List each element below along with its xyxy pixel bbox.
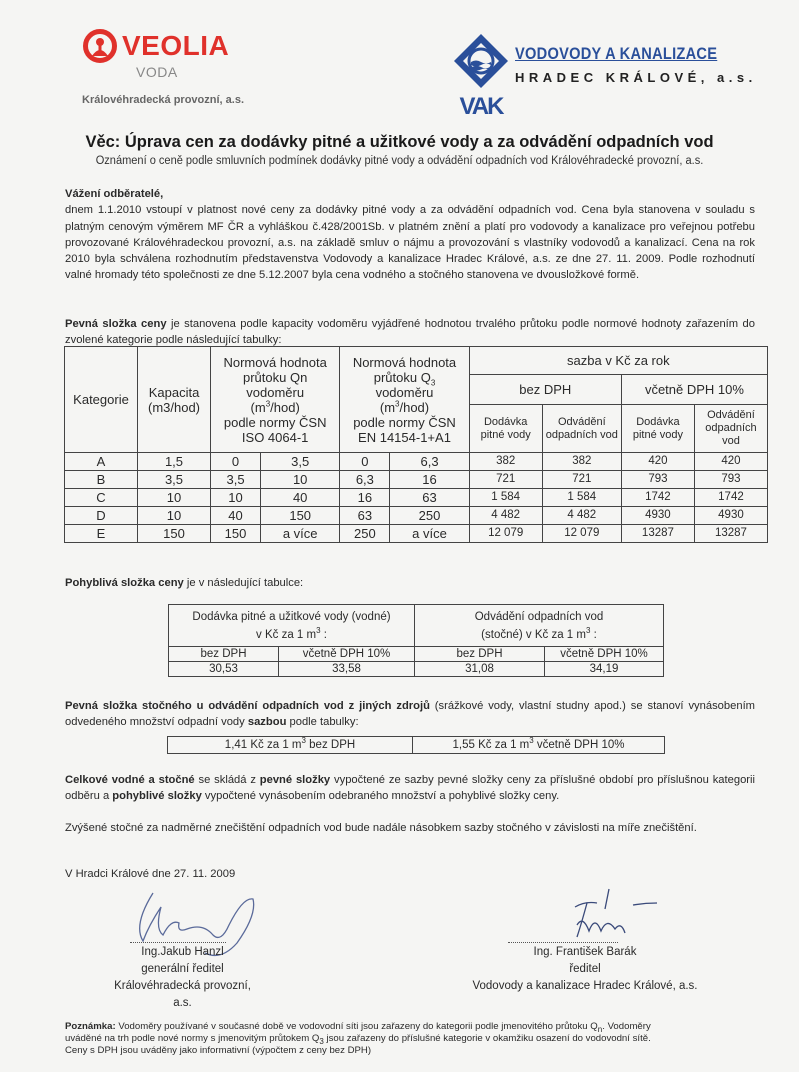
table-row: 30,53 33,58 31,08 34,19 — [169, 662, 664, 677]
table-row: 1,41 Kč za 1 $m^3$ bez DPH 1,55 Kč za 1 $m^3$ včetně DPH 10% — [168, 737, 665, 754]
vak-emblem-icon — [452, 32, 510, 116]
veolia-brand: VEOLIA — [122, 30, 230, 61]
header-sazba: sazba v Kč za rok — [469, 347, 767, 375]
salutation: Vážení odběratelé, — [65, 188, 164, 200]
header-bez-dph: bez DPH — [469, 375, 621, 405]
fixed-component-lead: Pevná složka ceny je stanovena podle kapacity vodoměru vyjádřené hodnotou trvalého průtoku podle normové hodnoty zařazením do zvolené kategorie podle následující tabulky: — [65, 318, 755, 347]
header-vcetne-dph: včetně DPH 10% — [621, 375, 767, 405]
variable-price-table: Dodávka pitné a užitkové vody (vodné) v Kč za 1 $m^3$ : Odvádění odpadních vod (stočné) v Kč za 1 $m^3$ : bez DPH včetně DPH 10% bez DPH včetně DPH 10% 30,53 33,58 31,08 34,19 — [168, 604, 664, 677]
table-row: C 10 10 40 16 63 1 584 1 584 1742 1742 — [65, 489, 768, 507]
table-row: A 1,5 0 3,5 0 6,3 382 382 420 420 — [65, 453, 768, 471]
signature-line — [130, 942, 226, 943]
vak-logo — [452, 32, 757, 122]
fixed-price-table — [64, 346, 768, 543]
intro-section — [65, 186, 755, 284]
header-odvadeni: Odvádění odpadních vod — [694, 405, 767, 453]
place-date: V Hradci Králové dne 27. 11. 2009 — [65, 868, 236, 880]
svg-text:VAK: VAK — [459, 93, 503, 116]
other-sources-lead: Pevná složka stočného u odvádění odpadních vod z jiných zdrojů (srážkové vody, vlastní studny apod.) se stanoví vynásobením odvedeného množství odpadní vody sazbou podle tabulky: — [65, 700, 755, 729]
veolia-company: Královéhradecká provozní, a.s. — [82, 94, 245, 106]
signatory-hanzl: Ing.Jakub Hanzl generální ředitel Královéhradecká provozní, a.s. — [114, 946, 251, 1009]
table-row: B 3,5 3,5 10 6,3 16 721 721 793 793 — [65, 471, 768, 489]
pollution-paragraph: Zvýšené stočné za nadměrné znečištění odpadních vod bude nadále násobkem sazby stočného v závislosti na míře znečištění. — [65, 822, 697, 834]
header-dodavka: Dodávka pitné vody — [469, 405, 542, 453]
intro-paragraph: dnem 1.1.2010 vstoupí v platnost nové ceny za dodávky pitné vody a za odvádění odpadních vod. Cena byla stanovena v souladu s platným cenovým výměrem MF ČR a vyhláškou č.428/2001Sb. v platném znění a platí pro vodovody a kanalizace pro veřejnou potřebu provozované Královéhradeckou provozní, a.s. na základě smluv o nájmu a provozování s vlastníky vodovodů a kanalizací. Cena na rok 2010 byla schválena rozhodnutím představenstva Vodovody a kanalizace Hradec Králové, a.s. ze dne 27. 11. 2009. Podle rozhodnutí valné hromady této společnosti ze dne 5.12.2007 byla cena vodného a stočného stanovena ve dvousložkové formě. — [65, 204, 755, 282]
veolia-emblem-icon — [82, 28, 118, 64]
document-title: Věc: Úprava cen za dodávky pitné a užitkové vody a za odvádění odpadních vod — [85, 133, 714, 151]
header-dodavka: Dodávka pitné vody — [621, 405, 694, 453]
document-subtitle: Oznámení o ceně podle smluvních podmínek dodávky pitné vody a odvádění odpadních vod Královéhradecké provozní, a.s. — [95, 155, 704, 167]
footnote: Poznámka: Vodoměry používané v současné době ve vodovodní síti jsou zařazeny do kategorii podle jmenovitého průtoku $Q_n$. Vodoměry uváděné na trh podle nové normy s jmenovitým průtokem $Q_3$ jsou zařazeny do příslušné kategorie v okamžiku osazení do vodovodní sítě. Ceny s DPH jsou uváděny jako informativní (výpočtem z ceny bez DPH) — [65, 1021, 651, 1056]
header-odvadeni: Odvádění odpadních vod — [542, 405, 621, 453]
veolia-division: VODA — [136, 64, 178, 80]
header-kapacita: Kapacita (m3/hod) — [138, 347, 211, 453]
variable-component-lead: Pohyblivá složka ceny je v následující tabulce: — [65, 577, 304, 589]
header-vodne: Dodávka pitné a užitkové vody (vodné) v Kč za 1 $m^3$ : — [169, 605, 415, 647]
table-row: D 10 40 150 63 250 4 482 4 482 4930 4930 — [65, 507, 768, 525]
vak-name-line2: HRADEC KRÁLOVÉ, a.s. — [515, 70, 757, 85]
header-kategorie: Kategorie — [65, 347, 138, 453]
header-stocne: Odvádění odpadních vod (stočné) v Kč za 1 $m^3$ : — [415, 605, 664, 647]
vak-name-line1: VODOVODY A KANALIZACE — [515, 44, 718, 63]
signatory-barak: Ing. František Barák ředitel Vodovody a kanalizace Hradec Králové, a.s. — [472, 946, 698, 992]
veolia-logo — [82, 28, 229, 80]
header-q3: Normová hodnota průtoku $Q_3$ vodoměru $(m^3/hod)$ podle normy ČSN EN 14154-1+A1 — [340, 347, 469, 453]
table-row: E 150 150 a více 250 a více 12 079 12 079 13287 13287 — [65, 525, 768, 543]
other-sources-table — [167, 736, 665, 754]
signature-barak-icon — [565, 885, 685, 945]
header-qn: Normová hodnota průtoku Qn vodoměru $(m^3/hod)$ podle normy ČSN ISO 4064-1 — [211, 347, 340, 453]
signature-line — [508, 942, 618, 943]
total-paragraph: Celkové vodné a stočné se skládá z pevné složky vypočtené ze sazby pevné složky ceny za příslušné období pro příslušnou kategorii odběru a pohyblivé složky vypočtené vynásobením odebraného množství a pohyblivé složky ceny. — [65, 774, 755, 803]
